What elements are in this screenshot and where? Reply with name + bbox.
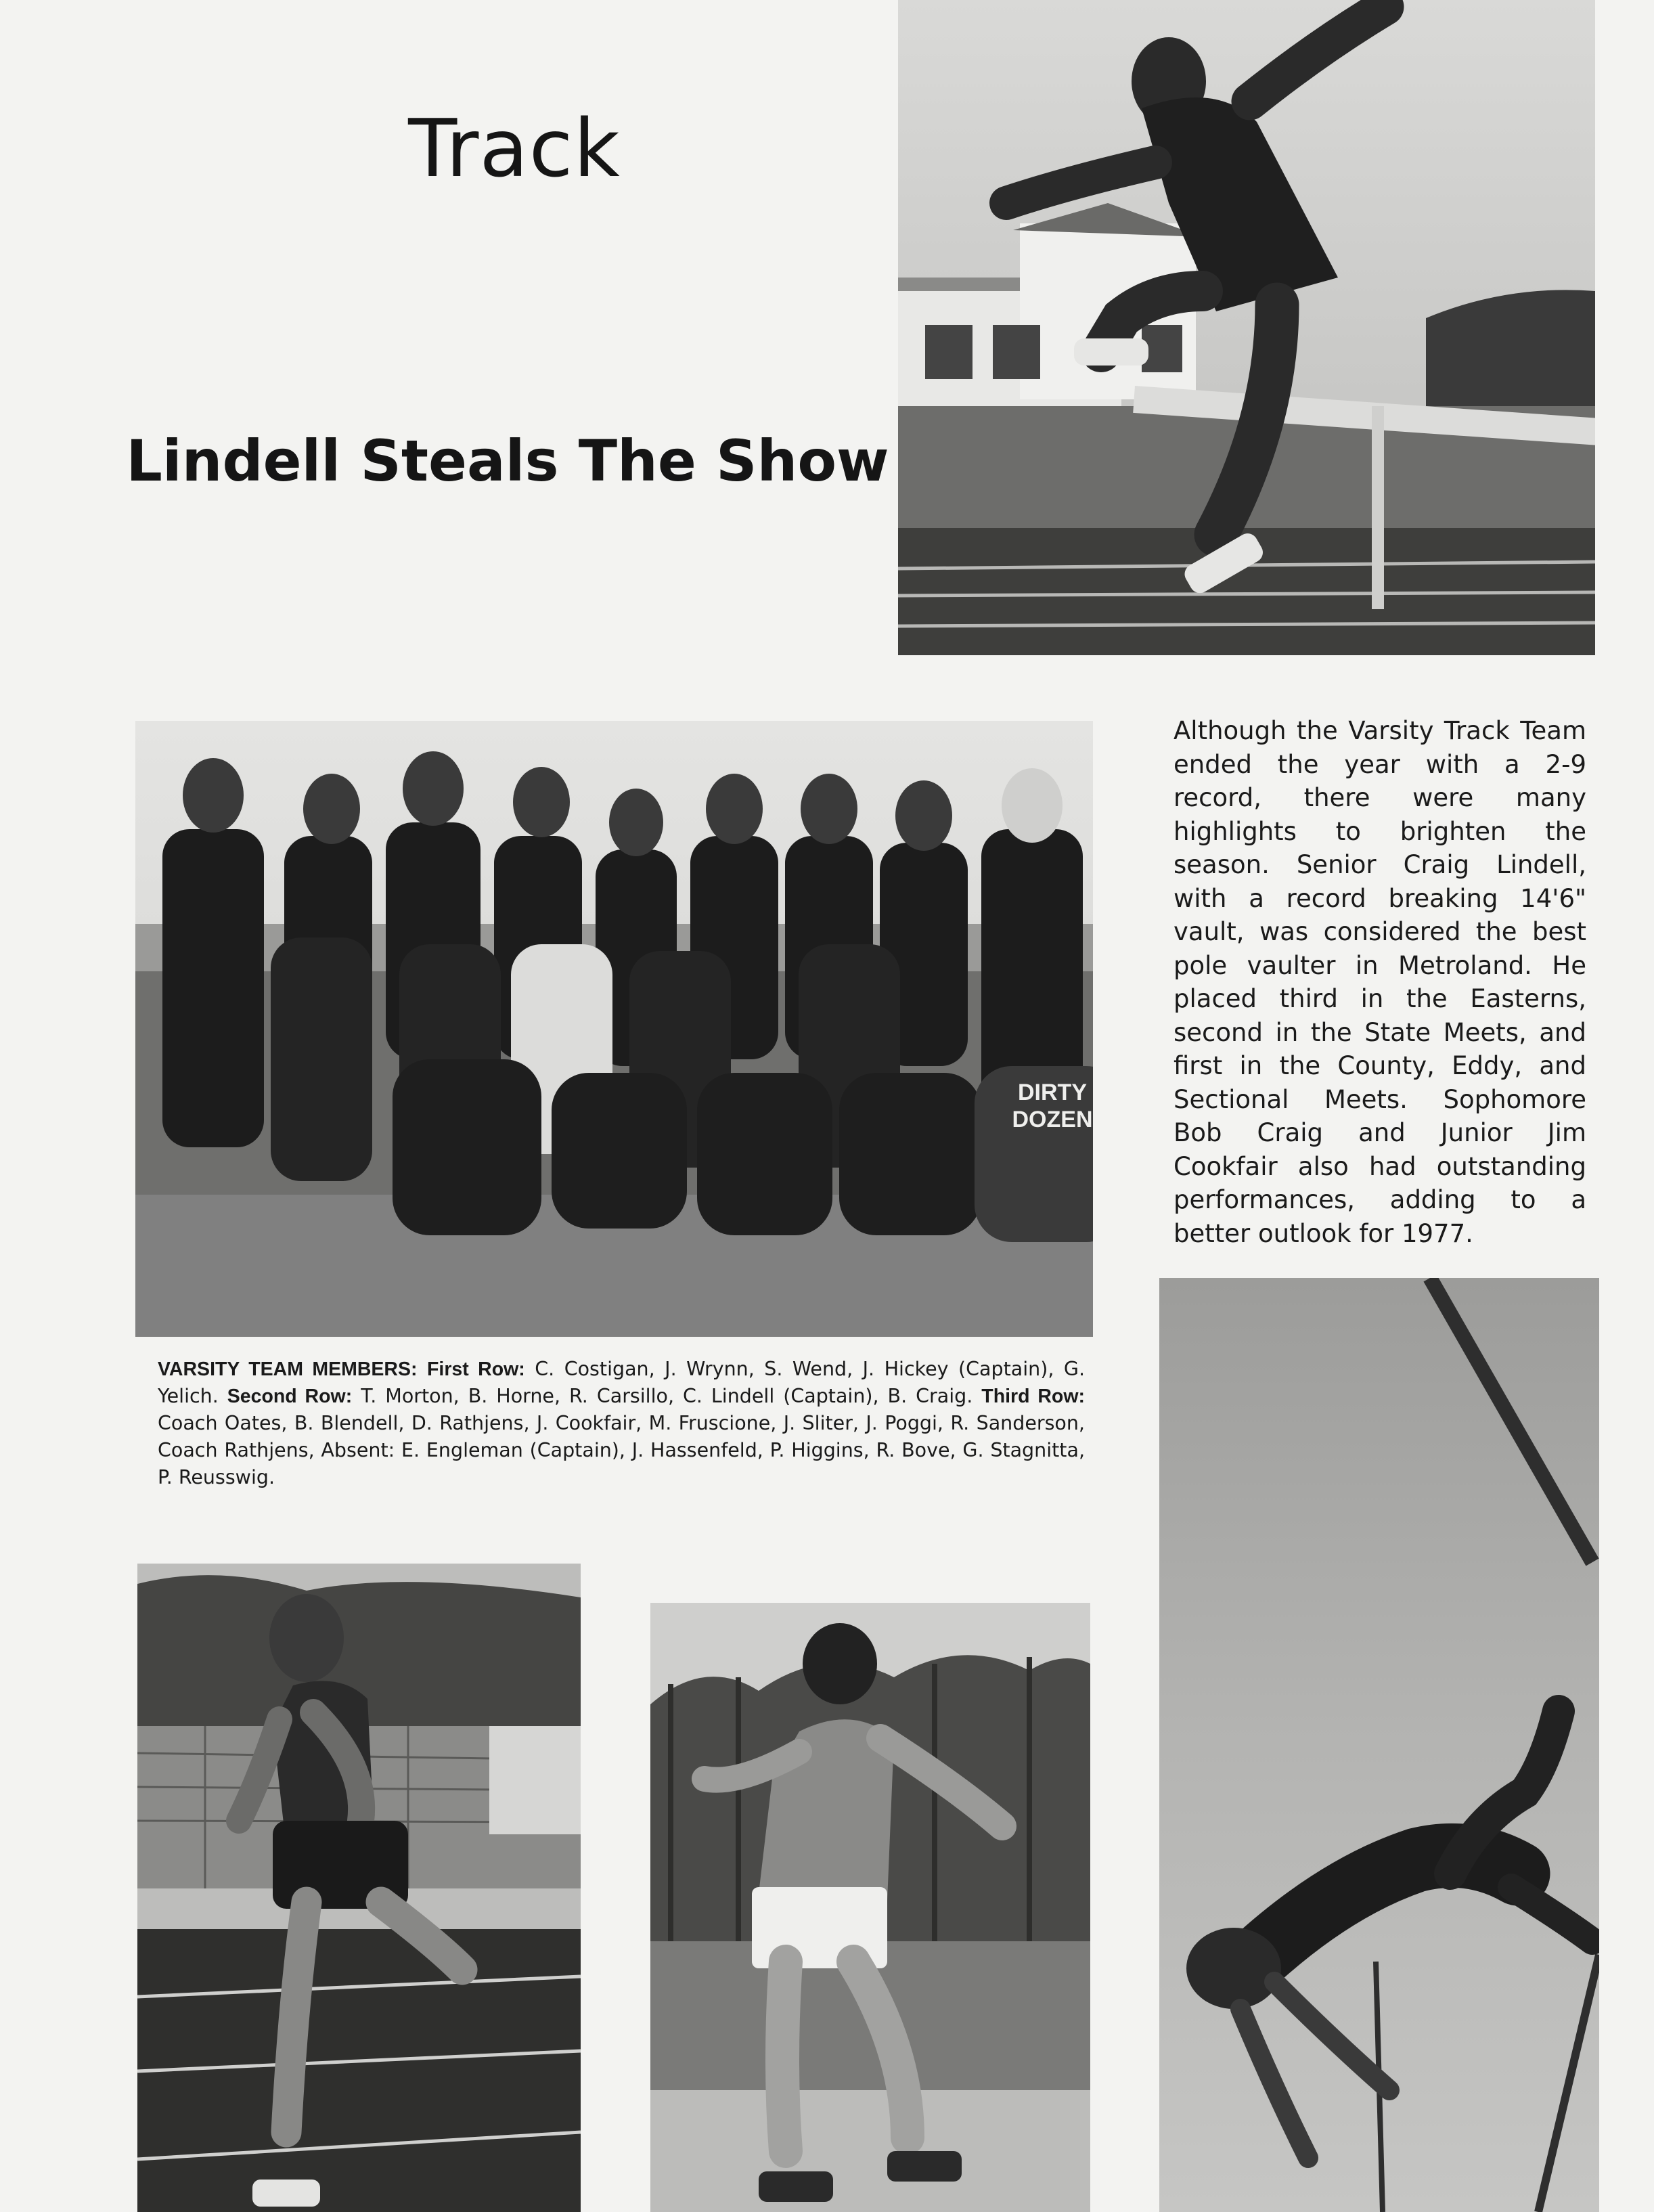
story-headline: Lindell Steals The Show xyxy=(126,428,889,494)
team-caption xyxy=(158,1356,1085,1491)
caption-row-names: Coach Oates, B. Blendell, D. Rathjens, J. Cookfair, M. Fruscione, J. Sliter, J. Poggi, R. Sanderson, Coach Rathjens, Absent: E. Engleman (Captain), J. Hassenfeld, P. Higgins, R. Bove, G. Stagnitta, P. Reusswig. xyxy=(158,1412,1085,1488)
caption-row-names: T. Morton, B. Horne, R. Carsillo, C. Lindell (Captain), B. Craig. xyxy=(361,1385,973,1407)
shirt-text-line1: DIRTY xyxy=(1018,1080,1087,1105)
thrower-photo xyxy=(650,1603,1090,2212)
page-title: Track xyxy=(408,102,621,195)
story-text: Although the Varsity Track Team ended the year with a 2-9 record, there were many highlights to brighten the season. Senior Craig Lindell, with a record breaking 14'6" vault, was considered the best pole vaulter in Metroland. He placed third in the Easterns, second in the State Meets, and first in the County, Eddy, and Sectional Meets. Sophomore Bob Craig and Junior Jim Cookfair also had outstanding performances, adding to a better outlook for 1977. xyxy=(1174,716,1586,1248)
caption-row-names: C. Costigan, J. Wrynn, S. Wend, J. Hickey (Captain), G. Yelich. xyxy=(158,1358,1086,1407)
team-photo xyxy=(135,721,1093,1337)
shirt-text-line2: DOZEN xyxy=(1012,1107,1093,1132)
caption-row-label: Third Row: xyxy=(981,1386,1086,1407)
hurdler-photo xyxy=(898,0,1595,655)
caption-heading: VARSITY TEAM MEMBERS: xyxy=(158,1358,418,1380)
caption-row-label: Second Row: xyxy=(227,1386,353,1407)
caption-row-label: First Row: xyxy=(427,1358,525,1380)
runner-photo xyxy=(137,1564,581,2212)
pole-vaulter-photo xyxy=(1159,1278,1599,2212)
